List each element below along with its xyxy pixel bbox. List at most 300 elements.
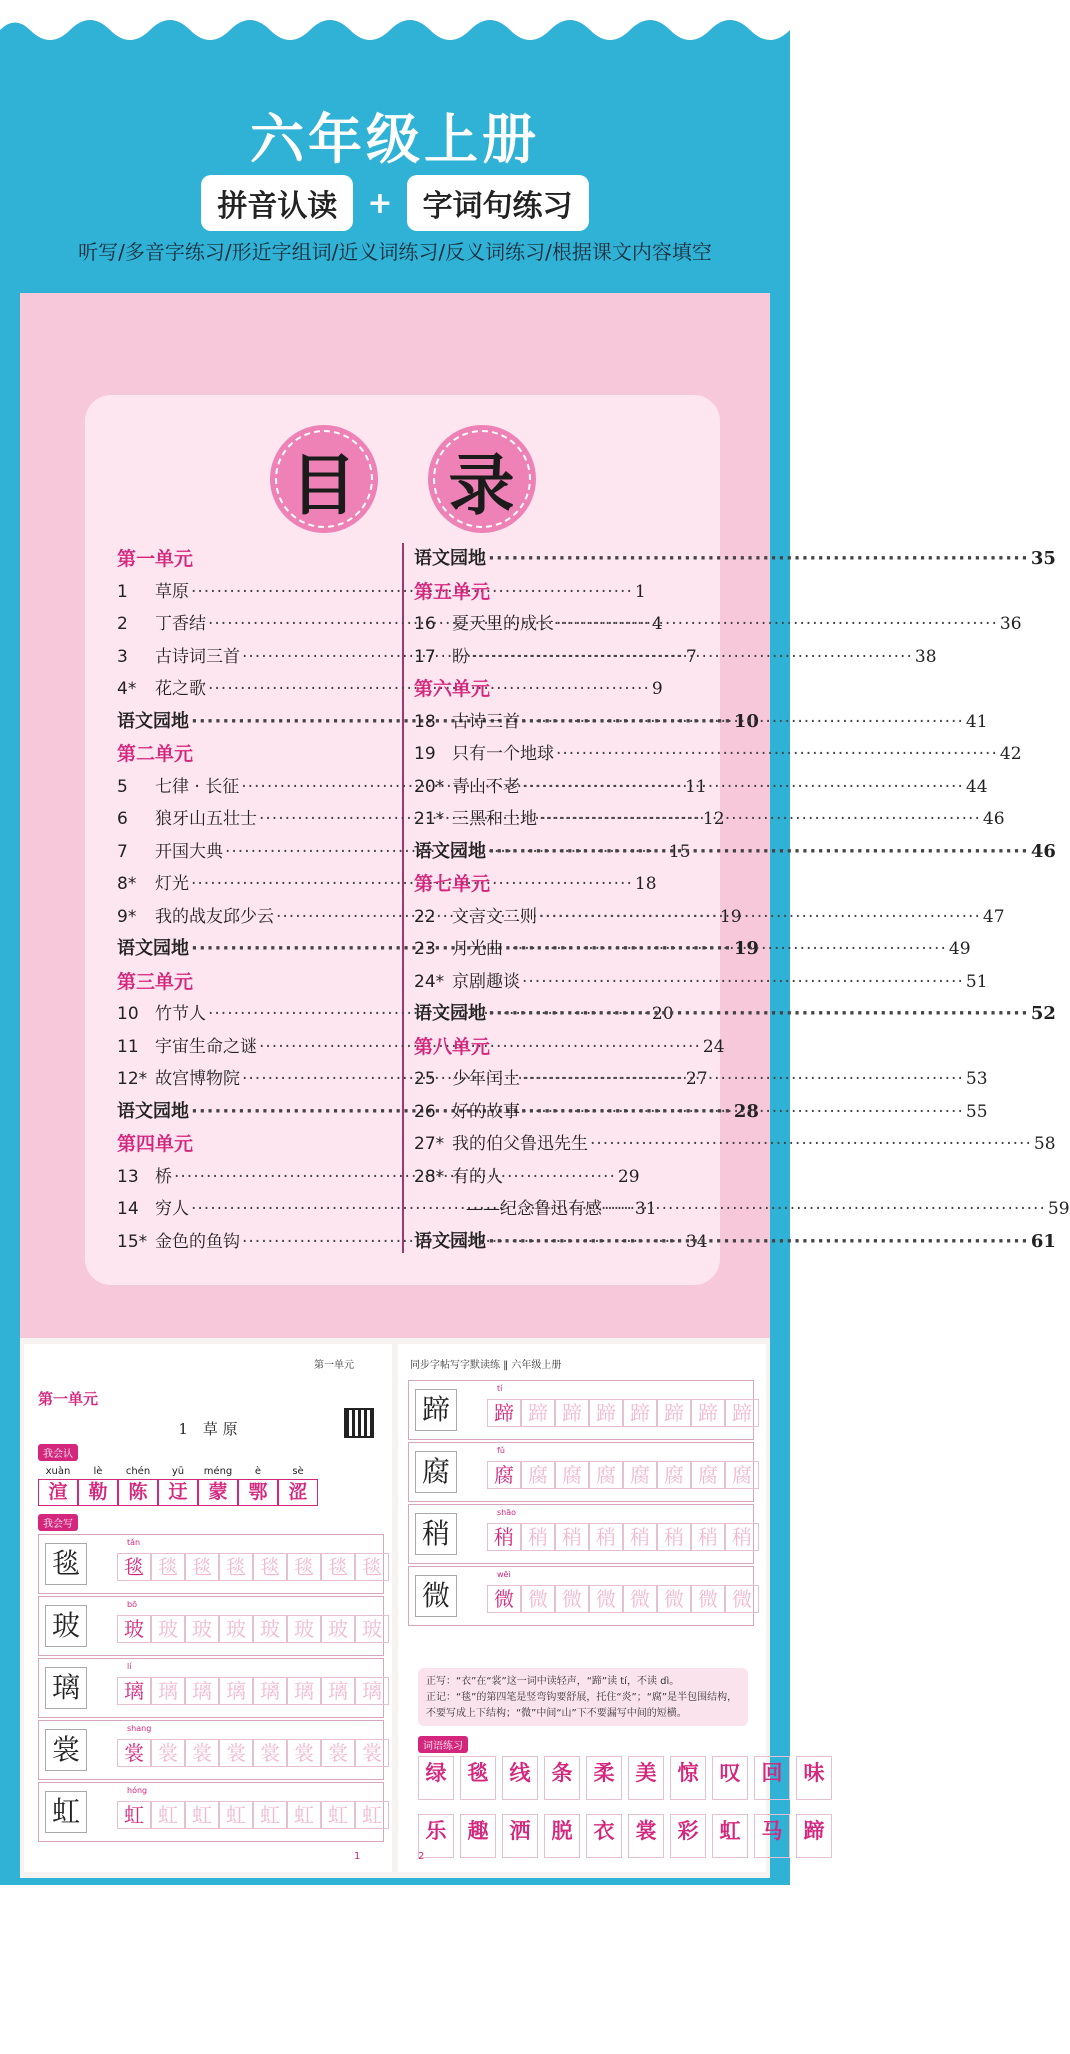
lesson-number: 11 xyxy=(117,1036,139,1057)
tracing-cell[interactable]: 璃 xyxy=(287,1677,321,1705)
garden-title: 语文园地 xyxy=(414,1003,486,1024)
lesson-number: 2 xyxy=(117,614,128,634)
writing-block xyxy=(38,1658,384,1718)
char-pinyin: lí xyxy=(127,1662,132,1671)
word-cell[interactable]: 柔 xyxy=(586,1756,622,1800)
lesson-number: 9* xyxy=(117,906,137,927)
page-number: 61 xyxy=(1030,1230,1056,1252)
page-number: 41 xyxy=(965,711,988,732)
page-number: 29 xyxy=(617,1166,640,1187)
word-cell[interactable]: 毯 xyxy=(460,1756,496,1800)
lesson-title: 丁香结 xyxy=(155,614,206,634)
page-number: 9 xyxy=(651,679,663,699)
pinyin-text: è xyxy=(254,1466,262,1477)
tracing-cell[interactable]: 蹄 xyxy=(725,1399,759,1427)
writing-block xyxy=(38,1534,384,1594)
word-cell[interactable]: 条 xyxy=(544,1756,580,1800)
toc-lesson-row[interactable] xyxy=(414,1128,1056,1161)
page-number: 1 xyxy=(354,1851,361,1862)
toc-unit-row xyxy=(414,576,694,609)
unit-title: 第二单元 xyxy=(117,743,194,765)
lesson-number: 6 xyxy=(117,809,128,829)
hanzi-char: 鄂 xyxy=(238,1479,278,1506)
pinyin-text: yū xyxy=(171,1466,185,1477)
workbook-spread xyxy=(20,1338,825,1878)
lesson-title: 古诗三首 xyxy=(452,711,520,732)
tracing-cell[interactable]: 虹 xyxy=(287,1801,321,1829)
word-cell[interactable]: 脱 xyxy=(544,1814,580,1858)
tracing-grid xyxy=(487,1523,759,1551)
tracing-cell[interactable]: 毯 xyxy=(355,1553,389,1581)
page-number: 44 xyxy=(965,776,988,797)
model-char: 毯 xyxy=(45,1543,87,1585)
word-cell[interactable]: 味 xyxy=(796,1756,832,1800)
word-cell[interactable]: 绿 xyxy=(418,1756,454,1800)
page-number: 52 xyxy=(1030,1003,1056,1024)
tracing-grid xyxy=(117,1739,389,1767)
word-cell[interactable]: 惊 xyxy=(670,1756,706,1800)
tracing-cell[interactable]: 蹄 xyxy=(521,1399,555,1427)
model-char: 腐 xyxy=(415,1451,457,1493)
unit-title: 第一单元 xyxy=(117,548,194,570)
tracing-grid xyxy=(117,1553,389,1581)
lesson-number: 17 xyxy=(414,646,436,667)
tracing-cell[interactable]: 裳 xyxy=(253,1739,287,1767)
tracing-cell[interactable]: 玻 xyxy=(355,1615,389,1643)
tracing-grid xyxy=(487,1399,759,1427)
tracing-cell[interactable]: 虹 xyxy=(151,1801,185,1829)
hanzi-char: 陈 xyxy=(118,1479,158,1506)
tracing-cell[interactable]: 稍 xyxy=(589,1523,623,1551)
lesson-title: 竹节人 xyxy=(155,1004,206,1024)
page-number: 24 xyxy=(702,1036,725,1057)
tracing-cell[interactable]: 璃 xyxy=(117,1677,151,1705)
section-label-words: 词语练习 xyxy=(418,1736,468,1753)
tracing-cell[interactable]: 虹 xyxy=(253,1801,287,1829)
dot-leader xyxy=(539,803,981,836)
tracing-cell[interactable]: 蹄 xyxy=(555,1399,589,1427)
garden-title: 语文园地 xyxy=(414,840,486,862)
char-pinyin: tǎn xyxy=(127,1538,141,1547)
lesson-title: 狼牙山五壮士 xyxy=(155,809,257,829)
garden-title: 语文园地 xyxy=(117,1100,189,1122)
pinyin-cell xyxy=(118,1466,158,1506)
toc-lesson-row[interactable] xyxy=(414,608,1022,641)
lesson-title: 灯光 xyxy=(155,874,189,894)
toc-unit-row xyxy=(414,673,694,706)
unit-title: 第五单元 xyxy=(414,580,491,603)
page-number: 12 xyxy=(702,809,725,829)
lesson-number: 19 xyxy=(414,744,436,764)
toc-unit-row xyxy=(414,1031,694,1064)
word-cell[interactable]: 彩 xyxy=(670,1814,706,1858)
unit-title: 第四单元 xyxy=(117,1133,194,1155)
tracing-cell[interactable]: 微 xyxy=(623,1585,657,1613)
page-number: 38 xyxy=(914,646,937,667)
toc-unit-row xyxy=(414,868,694,901)
lesson-number: 16 xyxy=(414,614,436,634)
tracing-cell[interactable]: 玻 xyxy=(117,1615,151,1643)
tracing-cell[interactable]: 蹄 xyxy=(623,1399,657,1427)
char-pinyin: shāo xyxy=(497,1508,517,1517)
tracing-cell[interactable]: 腐 xyxy=(657,1461,691,1489)
page-number: 36 xyxy=(999,614,1022,634)
char-pinyin: bō xyxy=(127,1600,137,1609)
model-char: 稍 xyxy=(415,1513,457,1555)
lesson-number: 10 xyxy=(117,1004,139,1024)
char-pinyin: wēi xyxy=(497,1570,511,1579)
hanzi-char: 涩 xyxy=(278,1479,318,1506)
page-number: 58 xyxy=(1033,1134,1056,1154)
word-cell[interactable]: 马 xyxy=(754,1814,790,1858)
tracing-cell[interactable]: 裳 xyxy=(355,1739,389,1767)
pinyin-text: xuàn xyxy=(45,1466,71,1477)
word-cell[interactable]: 衣 xyxy=(586,1814,622,1858)
pinyin-text: lè xyxy=(93,1466,103,1477)
page-number: 53 xyxy=(965,1069,988,1089)
tracing-cell[interactable]: 蹄 xyxy=(589,1399,623,1427)
page-number: 20 xyxy=(651,1004,674,1024)
toc-unit-row xyxy=(117,1128,397,1161)
model-char: 裳 xyxy=(45,1729,87,1771)
page-number: 35 xyxy=(1030,548,1056,569)
tracing-cell[interactable]: 裳 xyxy=(287,1739,321,1767)
tracing-cell[interactable]: 微 xyxy=(487,1585,521,1613)
toc-lesson-row[interactable] xyxy=(414,966,988,999)
unit-title: 第六单元 xyxy=(414,678,491,700)
tracing-cell[interactable]: 毯 xyxy=(253,1553,287,1581)
word-cell[interactable]: 回 xyxy=(754,1756,790,1800)
tracing-cell[interactable]: 玻 xyxy=(219,1615,253,1643)
lesson-number: 25 xyxy=(414,1069,436,1089)
toc-lesson-row[interactable] xyxy=(414,1161,694,1194)
writing-block xyxy=(38,1782,384,1842)
toc-unit-row xyxy=(117,543,397,576)
pinyin-cell xyxy=(198,1466,238,1506)
lesson-title: 草原 xyxy=(155,581,189,602)
toc-unit-row xyxy=(117,966,397,999)
tracing-cell[interactable]: 裳 xyxy=(151,1739,185,1767)
pinyin-cell xyxy=(278,1466,318,1506)
dot-leader xyxy=(522,966,964,999)
tracing-cell[interactable]: 璃 xyxy=(355,1677,389,1705)
tracing-cell[interactable]: 腐 xyxy=(589,1461,623,1489)
tracing-cell[interactable]: 玻 xyxy=(185,1615,219,1643)
hanzi-char: 勒 xyxy=(78,1479,118,1506)
running-head: 第一单元 xyxy=(314,1360,354,1371)
lesson-number: 5 xyxy=(117,776,128,797)
word-cell[interactable]: 洒 xyxy=(502,1814,538,1858)
lesson-title: 月光曲 xyxy=(452,939,503,959)
word-cell[interactable]: 线 xyxy=(502,1756,538,1800)
lesson-title: 七律 · 长征 xyxy=(155,776,240,797)
lesson-number: 23 xyxy=(414,939,436,959)
pinyin-cell xyxy=(38,1466,78,1506)
tracing-cell[interactable]: 稍 xyxy=(555,1523,589,1551)
unit-title: 第七单元 xyxy=(414,873,491,895)
char-pinyin: hóng xyxy=(127,1786,148,1795)
tracing-cell[interactable]: 虹 xyxy=(185,1801,219,1829)
page-number: 55 xyxy=(965,1101,988,1122)
dot-leader xyxy=(522,1063,964,1096)
tracing-cell[interactable]: 毯 xyxy=(151,1553,185,1581)
tracing-grid xyxy=(117,1677,389,1705)
page-number: 19 xyxy=(733,938,759,959)
tracing-cell[interactable]: 璃 xyxy=(253,1677,287,1705)
page-number: 10 xyxy=(733,710,759,732)
lesson-number: 1 xyxy=(117,581,128,602)
lesson-number: 7 xyxy=(117,841,128,862)
lesson-number: 27* xyxy=(414,1134,445,1154)
tips-box: 正写：“衣”在“裳”这一词中读轻声，“蹄”读 tí，不读 dì。 正记：“毯”的第四笔是竖弯钩要舒展，托住“炎”；“腐”是半包围结构，不要写成上下结构；“微”中间“山”下不要漏写中间的短横。 xyxy=(418,1668,748,1726)
toc-lesson-row[interactable] xyxy=(414,738,1022,771)
writing-block xyxy=(408,1380,754,1440)
tracing-cell[interactable]: 玻 xyxy=(287,1615,321,1643)
toc-garden-row[interactable] xyxy=(414,543,1056,576)
unit-title: 第三单元 xyxy=(117,970,194,993)
toc-heading-char: 目 xyxy=(275,430,373,528)
tracing-cell[interactable]: 腐 xyxy=(691,1461,725,1489)
dot-leader xyxy=(539,901,981,934)
tracing-cell[interactable]: 腐 xyxy=(487,1461,521,1489)
page-number: 7 xyxy=(685,646,697,667)
tracing-cell[interactable]: 裳 xyxy=(321,1739,355,1767)
page-lesson-title: 1 草 原 xyxy=(178,1420,238,1438)
dot-leader xyxy=(556,608,998,641)
dot-leader xyxy=(604,1193,1046,1226)
page-number: 19 xyxy=(719,906,742,927)
lesson-title: ——纪念鲁迅有感 xyxy=(466,1199,602,1219)
tracing-cell[interactable]: 璃 xyxy=(151,1677,185,1705)
lesson-number: 22 xyxy=(414,906,436,927)
tracing-cell[interactable]: 毯 xyxy=(219,1553,253,1581)
char-pinyin: tí xyxy=(497,1384,503,1393)
dot-leader xyxy=(522,1096,964,1129)
char-pinyin: fǔ xyxy=(497,1446,505,1455)
tracing-cell[interactable]: 稍 xyxy=(623,1523,657,1551)
lesson-title: 有的人 xyxy=(452,1166,503,1187)
workbook-page-right xyxy=(398,1344,825,1872)
writing-block xyxy=(38,1596,384,1656)
writing-block xyxy=(408,1566,754,1626)
tracing-cell[interactable]: 毯 xyxy=(185,1553,219,1581)
tracing-cell[interactable]: 毯 xyxy=(117,1553,151,1581)
word-cell[interactable]: 蹄 xyxy=(796,1814,832,1858)
toc-heading xyxy=(85,425,720,533)
lesson-title: 文言文二则 xyxy=(452,906,537,927)
toc-heading-circle xyxy=(270,425,378,533)
word-cell[interactable]: 美 xyxy=(628,1756,664,1800)
lesson-number: 3 xyxy=(117,646,128,667)
toc-lesson-row[interactable] xyxy=(414,641,937,674)
tracing-cell[interactable]: 稍 xyxy=(521,1523,555,1551)
tracing-cell[interactable]: 璃 xyxy=(219,1677,253,1705)
tracing-cell[interactable]: 璃 xyxy=(185,1677,219,1705)
lesson-title: 只有一个地球 xyxy=(452,744,554,764)
toc-unit-row xyxy=(117,738,397,771)
tracing-cell[interactable]: 虹 xyxy=(117,1801,151,1829)
lesson-title: 花之歌 xyxy=(155,679,206,699)
toc-sub-row[interactable] xyxy=(414,1193,1070,1226)
toc-heading-circle xyxy=(428,425,536,533)
plus-sign: + xyxy=(367,185,393,221)
tracing-cell[interactable]: 腐 xyxy=(521,1461,555,1489)
tracing-cell[interactable]: 微 xyxy=(521,1585,555,1613)
lesson-number: 21* xyxy=(414,809,445,829)
lesson-title: 金色的鱼钩 xyxy=(155,1231,240,1252)
tracing-grid xyxy=(487,1585,759,1613)
dot-leader xyxy=(522,771,964,804)
page-number: 51 xyxy=(965,971,988,992)
page-number: 59 xyxy=(1047,1199,1070,1219)
workbook-page-left xyxy=(24,1344,392,1872)
toc-garden-row[interactable] xyxy=(414,836,1056,869)
lesson-title: 故宫博物院 xyxy=(155,1069,240,1089)
garden-title: 语文园地 xyxy=(414,548,486,569)
page-unit-title: 第一单元 xyxy=(38,1390,99,1408)
lesson-number: 28* xyxy=(414,1166,445,1187)
garden-title: 语文园地 xyxy=(117,938,189,959)
lesson-title: 宇宙生命之谜 xyxy=(155,1036,257,1057)
dot-leader xyxy=(590,1128,1032,1161)
tracing-cell[interactable]: 腐 xyxy=(623,1461,657,1489)
tracing-cell[interactable]: 稍 xyxy=(691,1523,725,1551)
word-cell[interactable]: 裳 xyxy=(628,1814,664,1858)
word-cell[interactable]: 乐 xyxy=(418,1814,454,1858)
pinyin-cell xyxy=(78,1466,118,1506)
tracing-cell[interactable]: 微 xyxy=(657,1585,691,1613)
dot-leader xyxy=(556,738,998,771)
tracing-cell[interactable]: 蹄 xyxy=(487,1399,521,1427)
lesson-number: 14 xyxy=(117,1199,139,1219)
hanzi-char: 渲 xyxy=(38,1479,78,1506)
hanzi-char: 迂 xyxy=(158,1479,198,1506)
lesson-title: 穷人 xyxy=(155,1199,189,1219)
lesson-title: 我的伯父鲁迅先生 xyxy=(452,1134,588,1154)
tracing-cell[interactable]: 腐 xyxy=(555,1461,589,1489)
word-cell[interactable]: 趣 xyxy=(460,1814,496,1858)
lesson-title: 少年闰土 xyxy=(452,1069,520,1089)
book-title: 六年级上册 xyxy=(250,108,540,171)
unit-title: 第八单元 xyxy=(414,1035,491,1058)
tracing-cell[interactable]: 蹄 xyxy=(691,1399,725,1427)
tracing-cell[interactable]: 微 xyxy=(691,1585,725,1613)
model-char: 玻 xyxy=(45,1605,87,1647)
lesson-title: 开国大典 xyxy=(155,841,223,862)
page-number: 28 xyxy=(733,1100,759,1122)
tracing-cell[interactable]: 玻 xyxy=(253,1615,287,1643)
lesson-number: 4* xyxy=(117,679,137,699)
tracing-cell[interactable]: 微 xyxy=(725,1585,759,1613)
tracing-cell[interactable]: 裳 xyxy=(117,1739,151,1767)
dot-leader xyxy=(488,1226,1029,1259)
toc-garden-row[interactable] xyxy=(414,998,1056,1031)
pill-pinyin: 拼音认读 xyxy=(201,175,353,231)
tracing-cell[interactable]: 毯 xyxy=(321,1553,355,1581)
dot-leader xyxy=(471,641,913,674)
tracing-cell[interactable]: 毯 xyxy=(287,1553,321,1581)
char-pinyin: shang xyxy=(127,1724,152,1733)
lesson-number: 13 xyxy=(117,1166,139,1187)
lesson-title: 好的故事 xyxy=(452,1101,520,1122)
tracing-grid xyxy=(117,1615,389,1643)
lesson-title: 夏天里的成长 xyxy=(452,614,554,634)
page-number: 47 xyxy=(982,906,1005,927)
lesson-number: 15* xyxy=(117,1231,148,1252)
page-number: 2 xyxy=(418,1851,425,1862)
model-char: 璃 xyxy=(45,1667,87,1709)
page-number: 15 xyxy=(668,841,691,862)
tracing-cell[interactable]: 璃 xyxy=(321,1677,355,1705)
lesson-title: 京剧趣谈 xyxy=(452,971,520,992)
page-number: 42 xyxy=(999,744,1022,764)
tracing-cell[interactable]: 玻 xyxy=(321,1615,355,1643)
word-grid-row xyxy=(418,1756,832,1800)
tracing-cell[interactable]: 虹 xyxy=(355,1801,389,1829)
tracing-cell[interactable]: 稍 xyxy=(657,1523,691,1551)
writing-block xyxy=(408,1442,754,1502)
section-label-read: 我会认 xyxy=(38,1444,78,1461)
tracing-grid xyxy=(117,1801,389,1829)
tracing-cell[interactable]: 虹 xyxy=(219,1801,253,1829)
tracing-cell[interactable]: 稍 xyxy=(725,1523,759,1551)
word-cell[interactable]: 叹 xyxy=(712,1756,748,1800)
page-number: 34 xyxy=(685,1231,708,1252)
page-number: 49 xyxy=(948,939,971,959)
page-number: 4 xyxy=(651,614,663,634)
toc-heading-char: 录 xyxy=(433,430,531,528)
word-cell[interactable]: 虹 xyxy=(712,1814,748,1858)
page-number: 18 xyxy=(634,874,657,894)
dot-leader xyxy=(488,998,1029,1031)
lesson-number: 26 xyxy=(414,1101,436,1122)
page-number: 11 xyxy=(685,776,707,797)
lesson-title: 我的战友邱少云 xyxy=(155,906,274,927)
wave-decoration xyxy=(0,0,790,60)
pinyin-text: méng xyxy=(203,1466,233,1477)
page-number: 46 xyxy=(1030,840,1056,862)
dot-leader xyxy=(488,543,1029,576)
lesson-title: 古诗词三首 xyxy=(155,646,240,667)
model-char: 蹄 xyxy=(415,1389,457,1431)
hanzi-char: 蒙 xyxy=(198,1479,238,1506)
writing-block xyxy=(408,1504,754,1564)
lesson-number: 20* xyxy=(414,776,445,797)
pill-practice: 字词句练习 xyxy=(407,175,589,231)
dot-leader xyxy=(522,706,964,739)
feature-list: 听写/多音字练习/形近字组词/近义词练习/反义词练习/根据课文内容填空 xyxy=(78,240,712,264)
page-number: 31 xyxy=(634,1199,657,1219)
tracing-cell[interactable]: 腐 xyxy=(725,1461,759,1489)
pinyin-text: chén xyxy=(125,1466,151,1477)
pinyin-row xyxy=(38,1466,318,1506)
tracing-cell[interactable]: 微 xyxy=(589,1585,623,1613)
dot-leader xyxy=(488,836,1029,869)
tracing-cell[interactable]: 裳 xyxy=(185,1739,219,1767)
tracing-cell[interactable]: 裳 xyxy=(219,1739,253,1767)
tracing-cell[interactable]: 微 xyxy=(555,1585,589,1613)
writing-block xyxy=(38,1720,384,1780)
tracing-cell[interactable]: 蹄 xyxy=(657,1399,691,1427)
page-number: 27 xyxy=(685,1069,708,1089)
tracing-cell[interactable]: 稍 xyxy=(487,1523,521,1551)
tracing-cell[interactable]: 虹 xyxy=(321,1801,355,1829)
running-head: 同步字帖写字默读练 ‖ 六年级上册 xyxy=(410,1360,562,1371)
word-grid-row xyxy=(418,1814,832,1858)
section-label-write: 我会写 xyxy=(38,1514,78,1531)
tracing-cell[interactable]: 玻 xyxy=(151,1615,185,1643)
toc-card xyxy=(85,395,1070,1285)
